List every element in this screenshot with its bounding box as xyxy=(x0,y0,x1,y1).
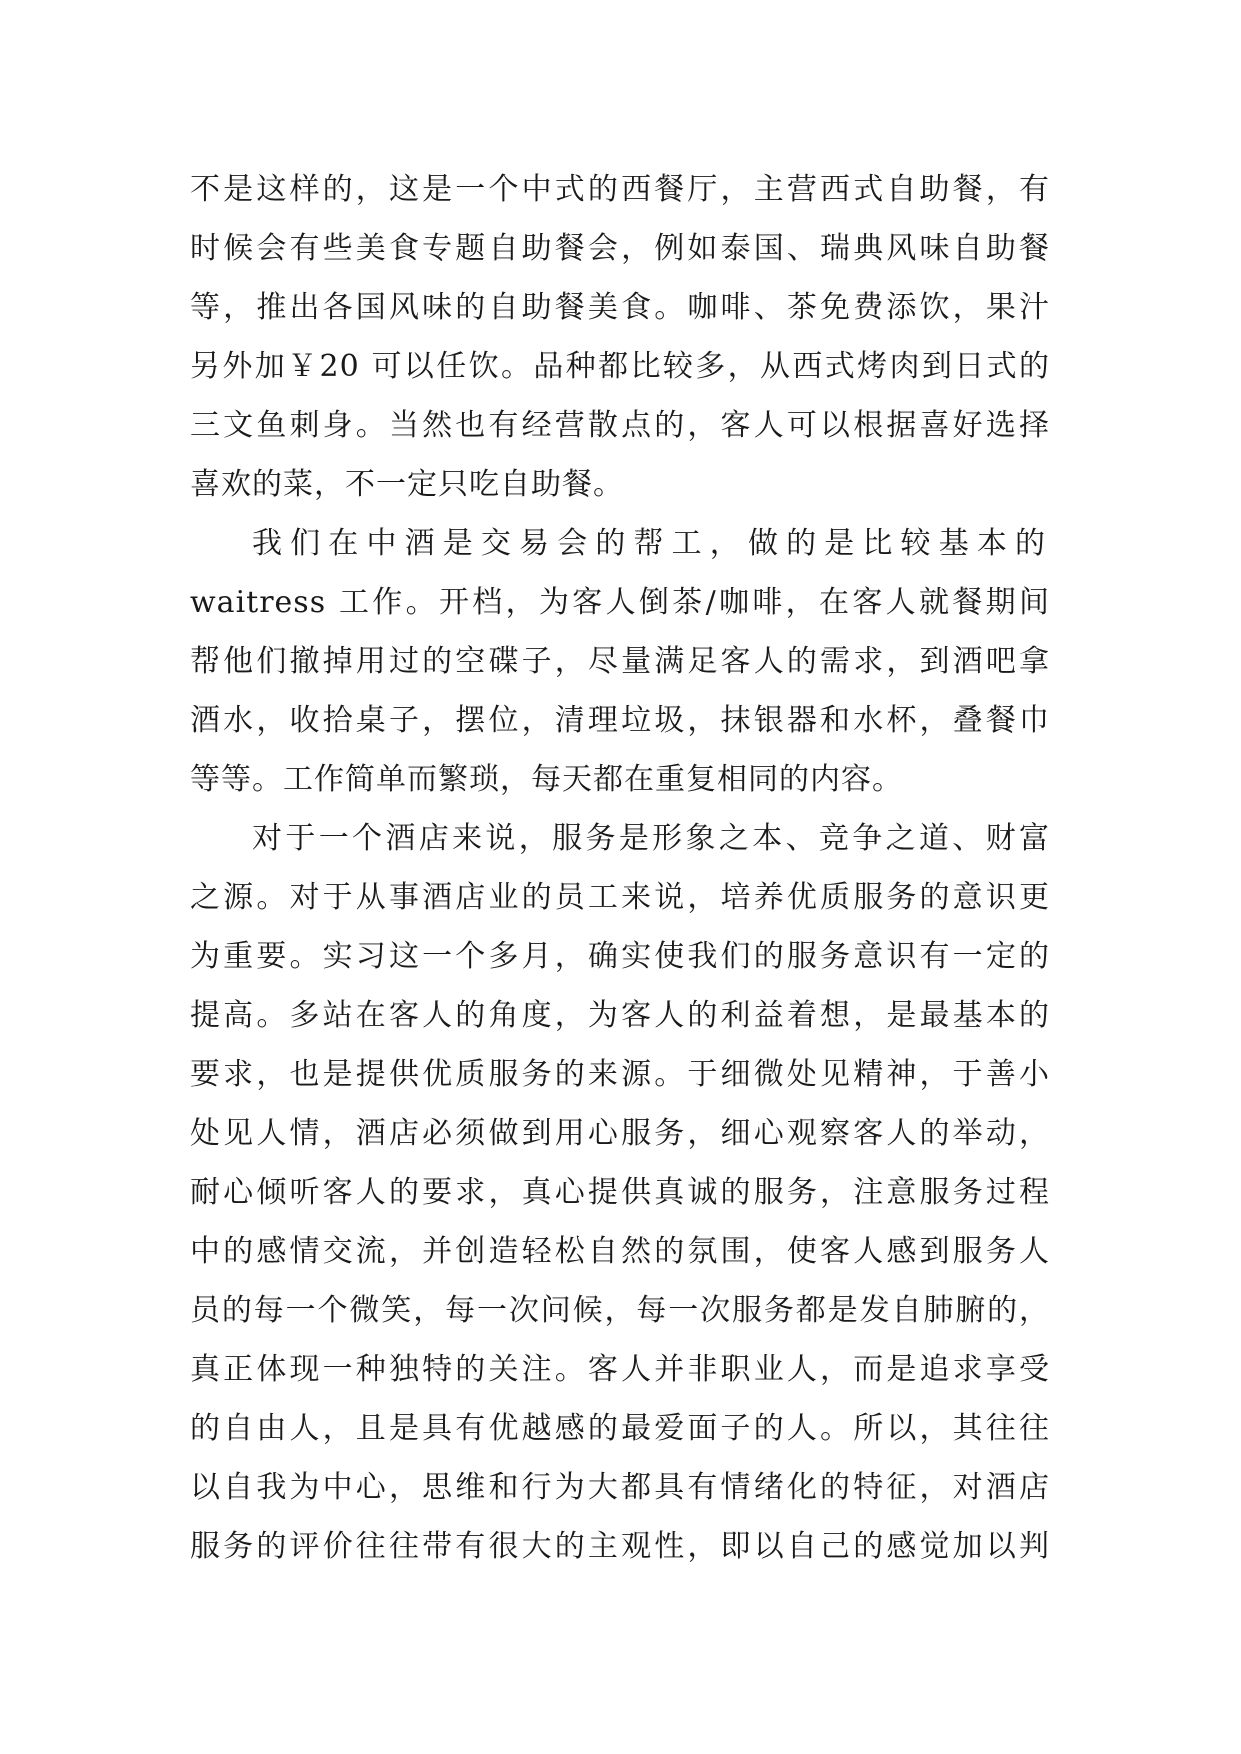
text-line: 为重要。实习这一个多月，确实使我们的服务意识有一定的 xyxy=(190,939,1050,974)
text-line: 处见人情，酒店必须做到用心服务，细心观察客人的举动， xyxy=(190,1116,1050,1151)
text-line: 帮他们撤掉用过的空碟子，尽量满足客人的需求，到酒吧拿 xyxy=(190,644,1050,679)
text-line: 我们在中酒是交易会的帮工，做的是比较基本的 xyxy=(252,526,1050,561)
text-line: waitress 工作。开档，为客人倒茶/咖啡，在客人就餐期间 xyxy=(190,585,1050,620)
text-line: 要求，也是提供优质服务的来源。于细微处见精神，于善小 xyxy=(190,1057,1050,1092)
text-line: 等，推出各国风味的自助餐美食。咖啡、茶免费添饮，果汁 xyxy=(190,290,1050,325)
text-line: 服务的评价往往带有很大的主观性，即以自己的感觉加以判 xyxy=(190,1529,1050,1564)
text-line: 的自由人，且是具有优越感的最爱面子的人。所以，其往往 xyxy=(190,1411,1050,1446)
paragraph-1 xyxy=(190,160,1050,514)
text-line: 另外加￥20 可以任饮。品种都比较多，从西式烤肉到日式的 xyxy=(190,349,1050,384)
text-line: 提高。多站在客人的角度，为客人的利益着想，是最基本的 xyxy=(190,998,1050,1033)
text-line: 耐心倾听客人的要求，真心提供真诚的服务，注意服务过程 xyxy=(190,1175,1050,1210)
document-body xyxy=(190,160,1050,1576)
text-line: 之源。对于从事酒店业的员工来说，培养优质服务的意识更 xyxy=(190,880,1050,915)
text-line: 不是这样的，这是一个中式的西餐厅，主营西式自助餐，有 xyxy=(190,172,1050,207)
paragraph-2 xyxy=(190,514,1050,809)
text-line: 以自我为中心，思维和行为大都具有情绪化的特征，对酒店 xyxy=(190,1470,1050,1505)
text-line: 真正体现一种独特的关注。客人并非职业人，而是追求享受 xyxy=(190,1352,1050,1387)
text-line: 时候会有些美食专题自助餐会，例如泰国、瑞典风味自助餐 xyxy=(190,231,1050,266)
text-line: 员的每一个微笑，每一次问候，每一次服务都是发自肺腑的， xyxy=(190,1293,1050,1328)
text-line: 中的感情交流，并创造轻松自然的氛围，使客人感到服务人 xyxy=(190,1234,1050,1269)
text-line: 喜欢的菜，不一定只吃自助餐。 xyxy=(190,467,624,502)
text-line: 对于一个酒店来说，服务是形象之本、竞争之道、财富 xyxy=(252,821,1050,856)
paragraph-3 xyxy=(190,809,1050,1576)
text-line: 三文鱼刺身。当然也有经营散点的，客人可以根据喜好选择 xyxy=(190,408,1050,443)
text-line: 酒水，收拾桌子，摆位，清理垃圾，抹银器和水杯，叠餐巾 xyxy=(190,703,1050,738)
text-line: 等等。工作简单而繁琐，每天都在重复相同的内容。 xyxy=(190,762,903,797)
